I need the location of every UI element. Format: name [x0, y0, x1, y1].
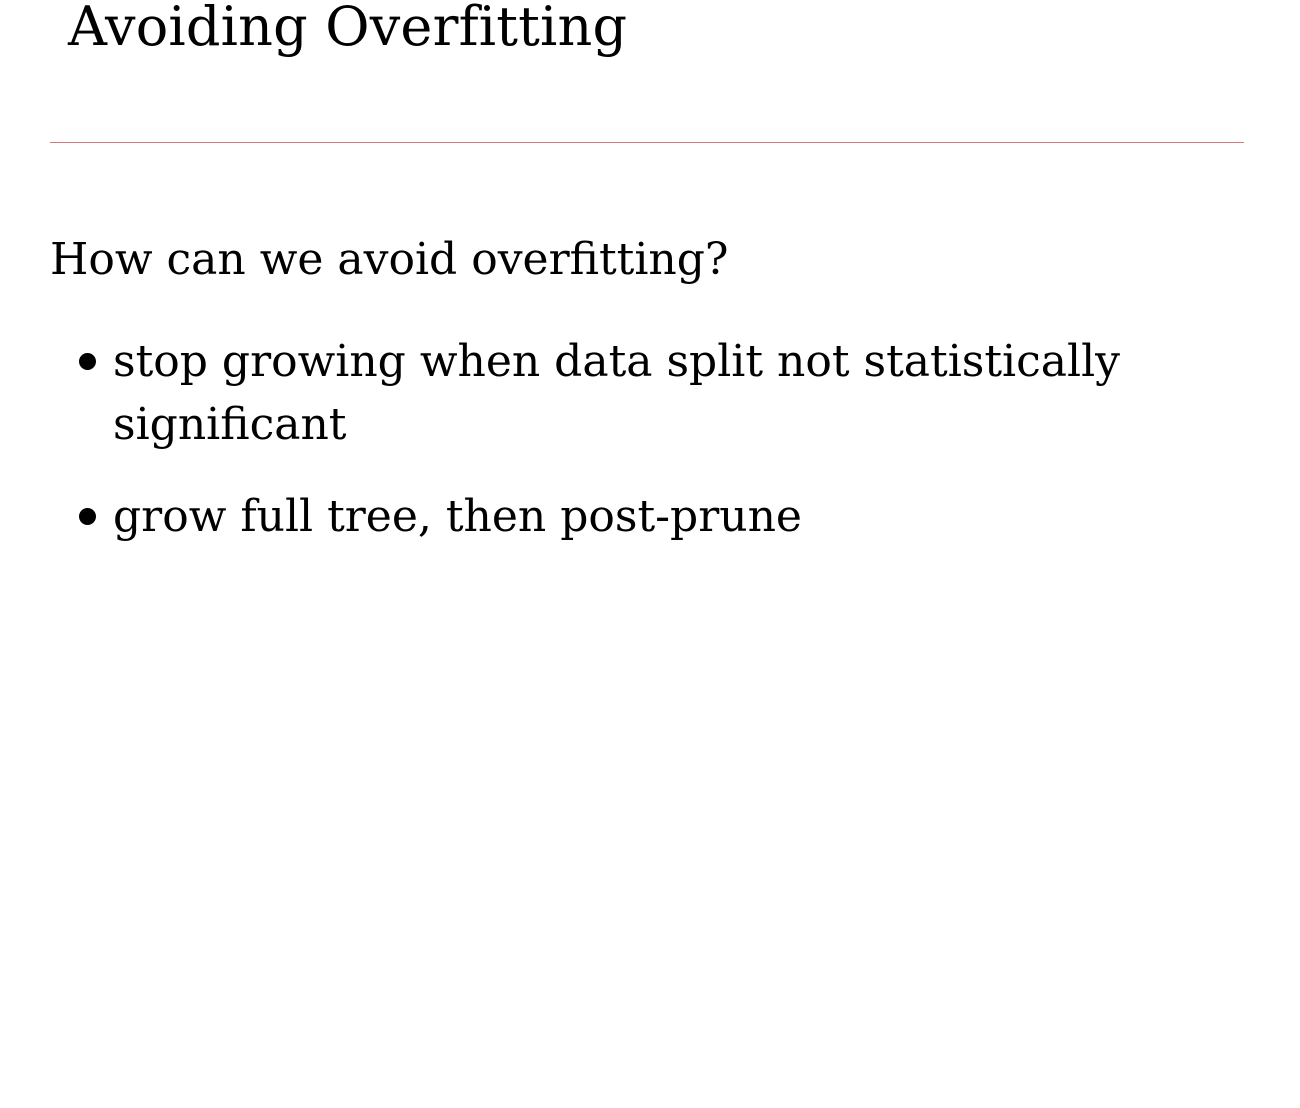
bullet-list	[74, 330, 1194, 577]
title-divider	[50, 142, 1244, 143]
bullet-text: stop growing when data split not statistically significant	[113, 336, 1120, 450]
bullet-text: grow full tree, then post-prune	[113, 491, 802, 542]
list-item	[74, 485, 1194, 548]
bullet-icon	[79, 353, 96, 370]
bullet-icon	[79, 508, 96, 525]
list-item	[74, 330, 1194, 456]
lead-question: How can we avoid overfitting?	[50, 234, 729, 285]
slide-title: Avoiding Overfitting	[68, 0, 628, 58]
